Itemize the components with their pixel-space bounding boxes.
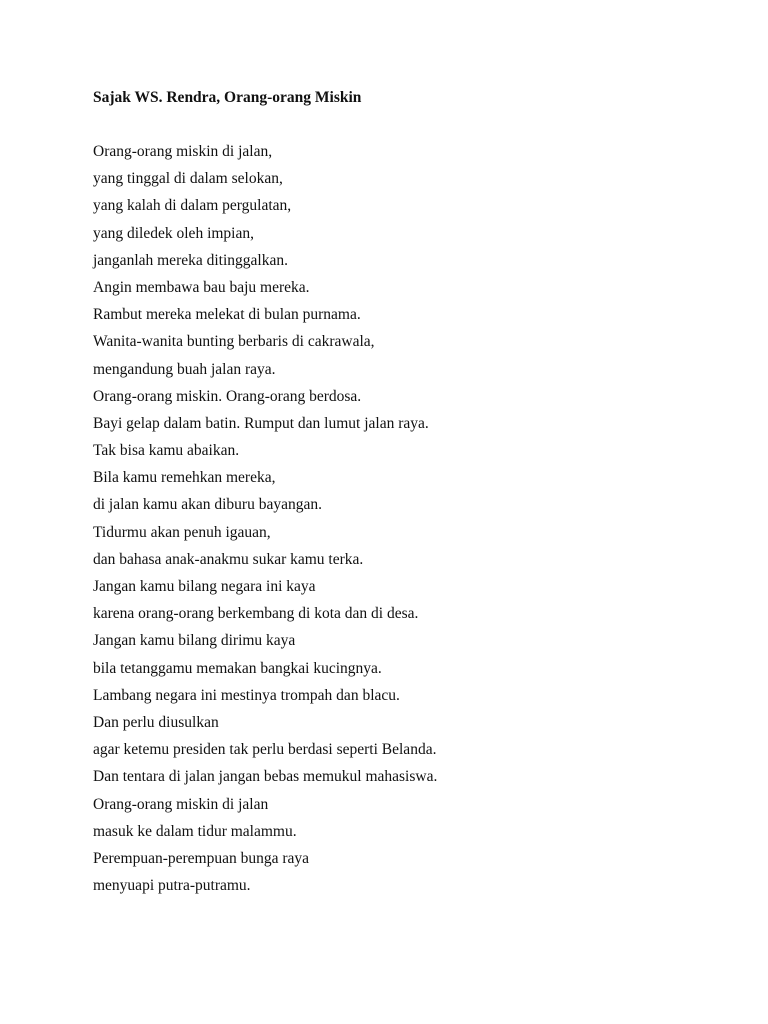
poem-line: mengandung buah jalan raya.: [93, 360, 276, 378]
poem-line: dan bahasa anak-anakmu sukar kamu terka.: [93, 550, 364, 568]
poem-line: Orang-orang miskin di jalan,: [93, 143, 273, 160]
poem-line: Tak bisa kamu abaikan.: [93, 442, 240, 460]
poem-line: Angin membawa bau baju mereka.: [93, 278, 310, 296]
poem-line: agar ketemu presiden tak perlu berdasi seperti Belanda.: [93, 741, 437, 759]
poem-line: Orang-orang miskin di jalan: [93, 795, 269, 813]
poem-line: Dan perlu diusulkan: [93, 713, 219, 731]
poem-line: Wanita-wanita bunting berbaris di cakrawala,: [93, 333, 375, 351]
poem-body: [93, 138, 437, 899]
poem-line: Tidurmu akan penuh igauan,: [93, 523, 271, 541]
poem-line: yang diledek oleh impian,: [93, 224, 254, 242]
poem-line: Perempuan-perempuan bunga raya: [93, 849, 310, 867]
poem-title: Sajak WS. Rendra, Orang-orang Miskin: [93, 89, 362, 106]
poem-line: yang kalah di dalam pergulatan,: [93, 197, 292, 215]
poem-line: Bayi gelap dalam batin. Rumput dan lumut jalan raya.: [93, 414, 429, 432]
poem-line: Lambang negara ini mestinya trompah dan blacu.: [93, 686, 400, 704]
poem-line: bila tetanggamu memakan bangkai kucingnya.: [93, 659, 382, 677]
poem-line: di jalan kamu akan diburu bayangan.: [93, 496, 322, 514]
poem-line: Rambut mereka melekat di bulan purnama.: [93, 306, 361, 324]
poem-line: yang tinggal di dalam selokan,: [93, 170, 283, 188]
poem-line: masuk ke dalam tidur malammu.: [93, 822, 297, 840]
poem-line: Jangan kamu bilang dirimu kaya: [93, 632, 296, 650]
poem-line: menyuapi putra-putramu.: [93, 877, 251, 895]
poem-line: Jangan kamu bilang negara ini kaya: [93, 578, 316, 595]
poem-line: karena orang-orang berkembang di kota dan di desa.: [93, 605, 419, 623]
poem-line: Orang-orang miskin. Orang-orang berdosa.: [93, 387, 362, 405]
poem-line: Bila kamu remehkan mereka,: [93, 469, 276, 487]
poem-line: janganlah mereka ditinggalkan.: [93, 251, 288, 269]
poem-line: Dan tentara di jalan jangan bebas memukul mahasiswa.: [93, 768, 438, 786]
